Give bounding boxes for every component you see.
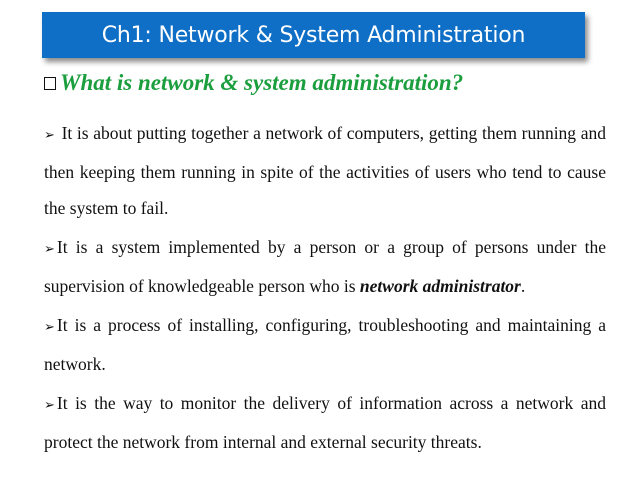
bullet-paragraph: ➢ It is a system implemented by a person or a group of persons under the supervision of knowledgeable person who is network administrator.: [44, 237, 606, 296]
title-banner: [42, 12, 585, 58]
section-heading: [44, 70, 463, 96]
heading-text: What is network & system administration?: [60, 70, 464, 95]
arrow-bullet-icon: ➢: [44, 242, 55, 257]
bullet-paragraph: ➢ It is a process of installing, configuring, troubleshooting and maintaining a network.: [44, 315, 606, 374]
bullet-paragraph: ➢ It is the way to monitor the delivery of information across a network and protect the network from internal and external security threats.: [44, 393, 606, 452]
arrow-bullet-icon: ➢: [44, 128, 55, 143]
bullet-paragraph: ➢ It is about putting together a network of computers, getting them running and then keeping them running in spite of the activities of users who tend to cause the system to fail.: [44, 123, 606, 218]
emphasis-text: network administrator: [359, 276, 521, 296]
slide-body: [44, 115, 606, 463]
arrow-bullet-icon: ➢: [44, 398, 55, 413]
checkbox-square-icon: [44, 77, 56, 90]
arrow-bullet-icon: ➢: [44, 320, 55, 335]
slide-title: Ch1: Network & System Administration: [101, 22, 526, 48]
